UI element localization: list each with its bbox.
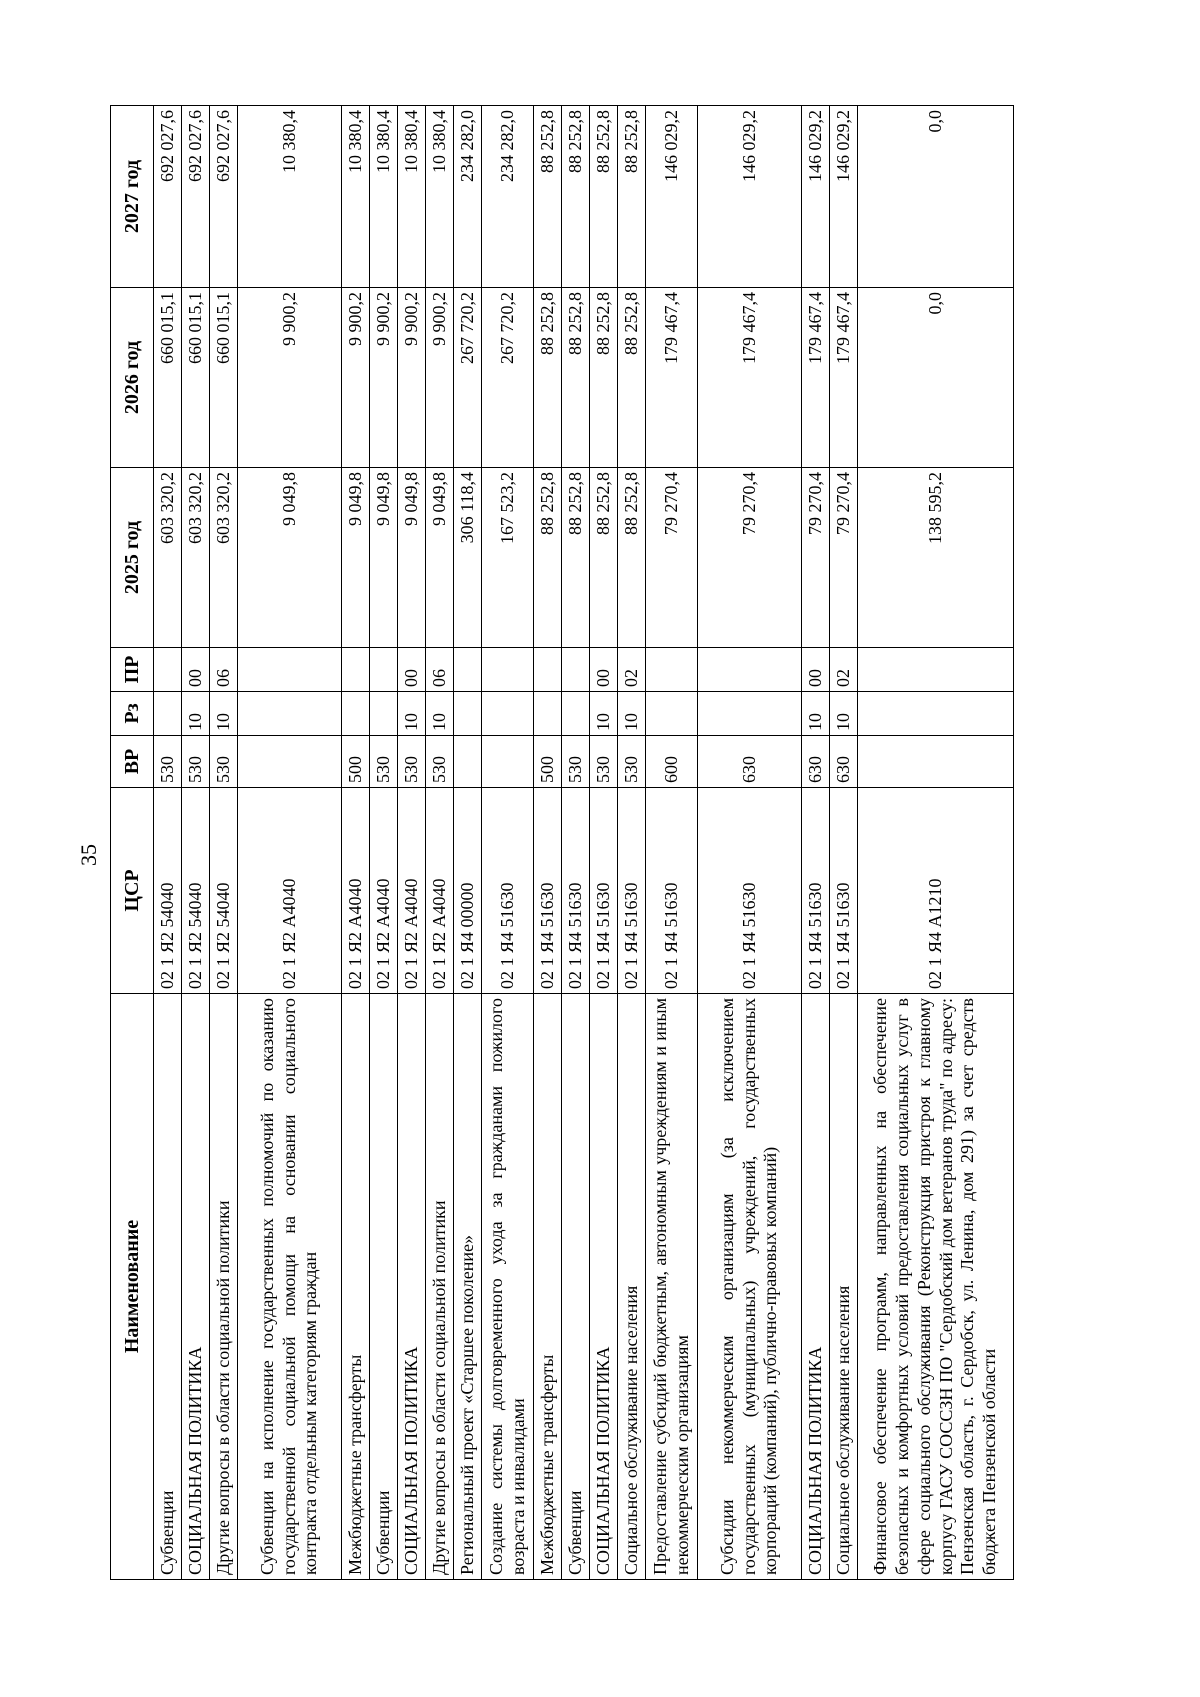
cell-2026: 9 900,2 (398, 288, 426, 468)
cell-vr: 530 (426, 736, 454, 788)
header-2025: 2025 год (111, 468, 154, 648)
budget-table-rotated (110, 106, 1000, 1580)
cell-csr: 02 1 Я4 А1210 (858, 788, 1014, 994)
cell-pr: 02 (830, 648, 858, 692)
cell-csr: 02 1 Я4 51630 (534, 788, 562, 994)
page-number: 35 (76, 844, 101, 866)
cell-vr (858, 736, 1014, 788)
cell-csr: 02 1 Я2 54040 (154, 788, 182, 994)
cell-2025: 603 320,2 (182, 468, 210, 648)
cell-2025: 88 252,8 (562, 468, 590, 648)
cell-2027: 10 380,4 (398, 106, 426, 288)
cell-name: Предоставление субсидий бюджетным, автономным учреждениям и иным некоммерческим организациям (646, 994, 698, 1580)
table-row (454, 106, 482, 1580)
cell-name: Межбюджетные трансферты (342, 994, 370, 1580)
cell-pr: 00 (398, 648, 426, 692)
cell-vr (482, 736, 534, 788)
cell-2027: 146 029,2 (830, 106, 858, 288)
table-row (342, 106, 370, 1580)
cell-vr: 530 (210, 736, 238, 788)
cell-pr (154, 648, 182, 692)
cell-pr (238, 648, 342, 692)
cell-pr (858, 648, 1014, 692)
cell-csr: 02 1 Я4 51630 (830, 788, 858, 994)
cell-name: Другие вопросы в области социальной политики (426, 994, 454, 1580)
cell-pr (454, 648, 482, 692)
cell-name: Региональный проект «Старшее поколение» (454, 994, 482, 1580)
cell-csr: 02 1 Я2 54040 (182, 788, 210, 994)
cell-2027: 0,0 (858, 106, 1014, 288)
header-2026: 2026 год (111, 288, 154, 468)
cell-2027: 234 282,0 (482, 106, 534, 288)
cell-vr: 630 (698, 736, 802, 788)
cell-vr: 530 (370, 736, 398, 788)
cell-2027: 88 252,8 (590, 106, 618, 288)
table-row (482, 106, 534, 1580)
cell-2026: 179 467,4 (646, 288, 698, 468)
cell-vr: 630 (830, 736, 858, 788)
cell-2025: 9 049,8 (370, 468, 398, 648)
cell-2026: 660 015,1 (210, 288, 238, 468)
cell-csr: 02 1 Я4 51630 (590, 788, 618, 994)
cell-vr: 600 (646, 736, 698, 788)
cell-csr: 02 1 Я4 51630 (698, 788, 802, 994)
cell-name: Социальное обслуживание населения (830, 994, 858, 1580)
cell-2025: 88 252,8 (618, 468, 646, 648)
cell-rz: 10 (398, 692, 426, 736)
cell-2027: 692 027,6 (182, 106, 210, 288)
cell-name: Субсидии некоммерческим организациям (за исключением государственных (муниципальных) учреждений, государственных корпораций (компаний), публично-правовых компаний) (698, 994, 802, 1580)
table-row (858, 106, 1014, 1580)
cell-2026: 88 252,8 (590, 288, 618, 468)
cell-rz (534, 692, 562, 736)
cell-2025: 167 523,2 (482, 468, 534, 648)
cell-2026: 179 467,4 (830, 288, 858, 468)
cell-pr (562, 648, 590, 692)
cell-rz (858, 692, 1014, 736)
table-row (210, 106, 238, 1580)
cell-csr: 02 1 Я4 00000 (454, 788, 482, 994)
cell-vr: 530 (590, 736, 618, 788)
cell-name: Другие вопросы в области социальной политики (210, 994, 238, 1580)
cell-rz (482, 692, 534, 736)
cell-csr: 02 1 Я4 51630 (618, 788, 646, 994)
cell-2027: 146 029,2 (698, 106, 802, 288)
cell-2026: 179 467,4 (802, 288, 830, 468)
cell-2027: 146 029,2 (646, 106, 698, 288)
cell-vr: 530 (182, 736, 210, 788)
cell-pr (370, 648, 398, 692)
cell-2026: 9 900,2 (426, 288, 454, 468)
cell-csr: 02 1 Я4 51630 (562, 788, 590, 994)
cell-2026: 267 720,2 (454, 288, 482, 468)
cell-name: СОЦИАЛЬНАЯ ПОЛИТИКА (182, 994, 210, 1580)
table-header-row (111, 106, 154, 1580)
cell-rz (154, 692, 182, 736)
cell-2025: 9 049,8 (342, 468, 370, 648)
cell-vr (454, 736, 482, 788)
cell-rz (238, 692, 342, 736)
cell-2025: 603 320,2 (154, 468, 182, 648)
cell-pr: 00 (802, 648, 830, 692)
table-row (534, 106, 562, 1580)
cell-2026: 9 900,2 (238, 288, 342, 468)
cell-rz (342, 692, 370, 736)
cell-pr: 00 (182, 648, 210, 692)
cell-2027: 234 282,0 (454, 106, 482, 288)
cell-2026: 88 252,8 (618, 288, 646, 468)
cell-2025: 88 252,8 (590, 468, 618, 648)
cell-vr: 500 (342, 736, 370, 788)
cell-pr: 06 (426, 648, 454, 692)
cell-name: СОЦИАЛЬНАЯ ПОЛИТИКА (398, 994, 426, 1580)
budget-table (110, 105, 1014, 1580)
header-name: Наименование (111, 994, 154, 1580)
cell-2025: 9 049,8 (398, 468, 426, 648)
cell-name: Межбюджетные трансферты (534, 994, 562, 1580)
cell-2027: 88 252,8 (562, 106, 590, 288)
cell-2027: 10 380,4 (342, 106, 370, 288)
cell-2026: 88 252,8 (562, 288, 590, 468)
cell-name: СОЦИАЛЬНАЯ ПОЛИТИКА (590, 994, 618, 1580)
cell-2025: 79 270,4 (698, 468, 802, 648)
table-row (426, 106, 454, 1580)
cell-2026: 88 252,8 (534, 288, 562, 468)
cell-csr: 02 1 Я2 А4040 (426, 788, 454, 994)
cell-rz (646, 692, 698, 736)
cell-2027: 88 252,8 (534, 106, 562, 288)
table-row (182, 106, 210, 1580)
cell-name: СОЦИАЛЬНАЯ ПОЛИТИКА (802, 994, 830, 1580)
cell-2025: 79 270,4 (802, 468, 830, 648)
cell-vr: 530 (398, 736, 426, 788)
cell-rz: 10 (426, 692, 454, 736)
cell-vr (238, 736, 342, 788)
cell-pr (698, 648, 802, 692)
cell-name: Создание системы долговременного ухода за гражданами пожилого возраста и инвалидами (482, 994, 534, 1580)
cell-2025: 79 270,4 (646, 468, 698, 648)
table-row (830, 106, 858, 1580)
table-row (154, 106, 182, 1580)
cell-2026: 9 900,2 (342, 288, 370, 468)
table-row (698, 106, 802, 1580)
cell-2025: 9 049,8 (238, 468, 342, 648)
table-row (238, 106, 342, 1580)
cell-2027: 10 380,4 (238, 106, 342, 288)
cell-csr: 02 1 Я4 51630 (482, 788, 534, 994)
cell-2027: 88 252,8 (618, 106, 646, 288)
table-row (590, 106, 618, 1580)
cell-2025: 79 270,4 (830, 468, 858, 648)
cell-rz: 10 (590, 692, 618, 736)
cell-pr: 02 (618, 648, 646, 692)
cell-csr: 02 1 Я4 51630 (646, 788, 698, 994)
cell-rz: 10 (210, 692, 238, 736)
cell-vr: 530 (562, 736, 590, 788)
cell-2025: 9 049,8 (426, 468, 454, 648)
cell-rz (370, 692, 398, 736)
cell-2026: 9 900,2 (370, 288, 398, 468)
header-2027: 2027 год (111, 106, 154, 288)
cell-2025: 138 595,2 (858, 468, 1014, 648)
cell-pr: 06 (210, 648, 238, 692)
cell-2027: 10 380,4 (370, 106, 398, 288)
table-row (802, 106, 830, 1580)
cell-2025: 306 118,4 (454, 468, 482, 648)
cell-rz (454, 692, 482, 736)
cell-2027: 146 029,2 (802, 106, 830, 288)
cell-2027: 692 027,6 (210, 106, 238, 288)
header-pr: ПР (111, 648, 154, 692)
header-csr: ЦСР (111, 788, 154, 994)
cell-csr: 02 1 Я2 А4040 (342, 788, 370, 994)
cell-pr (534, 648, 562, 692)
table-row (398, 106, 426, 1580)
table-row (646, 106, 698, 1580)
cell-csr: 02 1 Я2 54040 (210, 788, 238, 994)
cell-csr: 02 1 Я2 А4040 (398, 788, 426, 994)
cell-vr: 530 (154, 736, 182, 788)
cell-vr: 530 (618, 736, 646, 788)
cell-rz (698, 692, 802, 736)
table-row (618, 106, 646, 1580)
cell-name: Субвенции (370, 994, 398, 1580)
cell-2027: 10 380,4 (426, 106, 454, 288)
table-row (562, 106, 590, 1580)
cell-name: Субвенции (562, 994, 590, 1580)
cell-name: Субвенции на исполнение государственных полномочий по оказанию государственной социальной помощи на основании социального контракта отдельным категориям граждан (238, 994, 342, 1580)
cell-name: Финансовое обеспечение программ, направленных на обеспечение безопасных и комфортных условий предоставления социальных услуг в сфере социального обслуживания (Реконструкция пристроя к главному корпусу ГАСУ СОССЗН ПО "Сердобский дом ветеранов труда" по адресу: Пензенская область, г. Сердобск, ул. Ленина, дом 291) за счет средств бюджета Пензенской области (858, 994, 1014, 1580)
cell-2026: 660 015,1 (182, 288, 210, 468)
cell-rz: 10 (182, 692, 210, 736)
cell-name: Субвенции (154, 994, 182, 1580)
cell-rz: 10 (618, 692, 646, 736)
cell-csr: 02 1 Я4 51630 (802, 788, 830, 994)
cell-2026: 267 720,2 (482, 288, 534, 468)
cell-rz: 10 (830, 692, 858, 736)
cell-2025: 88 252,8 (534, 468, 562, 648)
cell-2026: 179 467,4 (698, 288, 802, 468)
cell-2026: 660 015,1 (154, 288, 182, 468)
cell-pr (482, 648, 534, 692)
table-row (370, 106, 398, 1580)
cell-rz (562, 692, 590, 736)
cell-name: Социальное обслуживание населения (618, 994, 646, 1580)
cell-2025: 603 320,2 (210, 468, 238, 648)
cell-2027: 692 027,6 (154, 106, 182, 288)
cell-pr (646, 648, 698, 692)
cell-pr: 00 (590, 648, 618, 692)
cell-pr (342, 648, 370, 692)
cell-csr: 02 1 Я2 А4040 (238, 788, 342, 994)
cell-rz: 10 (802, 692, 830, 736)
cell-vr: 630 (802, 736, 830, 788)
cell-2026: 0,0 (858, 288, 1014, 468)
header-vr: ВР (111, 736, 154, 788)
header-rz: Рз (111, 692, 154, 736)
cell-csr: 02 1 Я2 А4040 (370, 788, 398, 994)
cell-vr: 500 (534, 736, 562, 788)
